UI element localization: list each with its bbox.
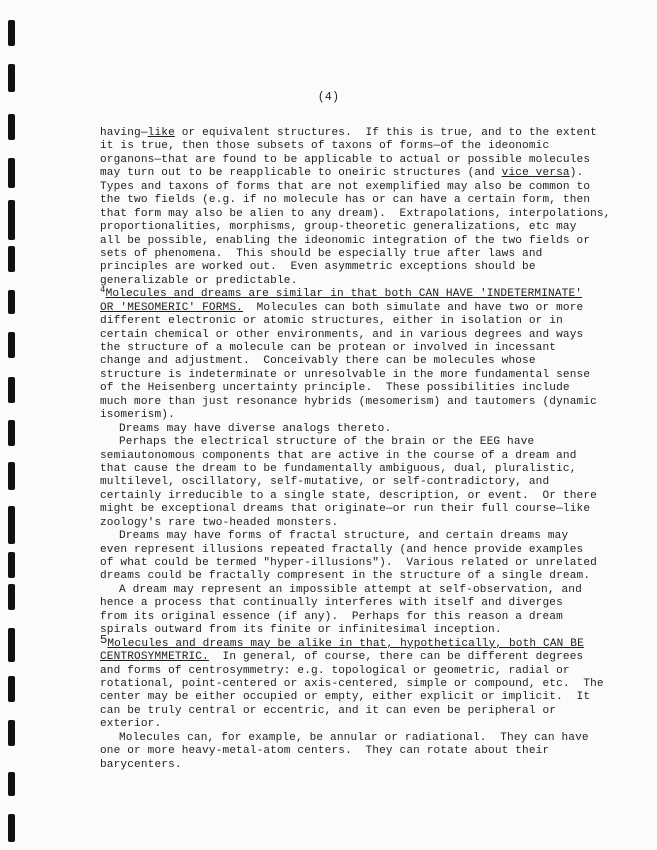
binding-mark — [8, 377, 15, 403]
text-line: all be possible, enabling the ideonomic integration of the two fields or — [100, 234, 591, 247]
text-line: can be truly central or eccentric, and it can even be peripheral or — [100, 704, 557, 717]
text-line: may turn out to be reapplicable to oneiric structures (and vice versa). — [100, 167, 584, 180]
text-line — [100, 285, 590, 301]
binding-mark — [8, 246, 15, 272]
text-line: OR 'MESOMERIC' FORMS. Molecules can both simulate and have two or more — [100, 301, 584, 314]
body-text — [100, 127, 611, 772]
text-line: dreams could be fractally compresent in the structure of a single dream. — [100, 570, 591, 583]
binding-mark — [8, 814, 15, 842]
text-line: proportionalities, morphisms, group-theoretic generalizations, etc may — [100, 221, 577, 234]
text-line: spirals outward from its finite or infinitesimal inception. — [100, 624, 502, 637]
text-line: sets of phenomena. This should be especially true after laws and — [100, 247, 543, 260]
text-line: the structure of a molecule can be protean or involved in incessant — [100, 342, 557, 354]
binding-mark — [8, 506, 15, 544]
binding-mark — [8, 158, 15, 188]
text-line: Perhaps the electrical structure of the brain or the EEG have — [119, 436, 535, 449]
text-line: much more than just resonance hybrids (mesomerism) and tautomers (dynamic — [100, 395, 597, 408]
text-line: that cause the dream to be fundamentally ambiguous, dual, pluralistic, — [100, 462, 577, 475]
text-line: barycenters. — [100, 758, 182, 771]
text-line: Types and taxons of forms that are not exemplified may also be common to — [100, 180, 591, 193]
text-line: even represent illusions repeated fractally (and hence provide examples — [100, 543, 584, 556]
binding-mark — [8, 462, 15, 490]
text-line: rotational, point-centered or axis-centered, simple or compound, etc. The — [100, 677, 604, 690]
text-line: hence a process that continually interferes with itself and diverges — [100, 597, 563, 610]
text-line: that form may also be alien to any dream). Extrapolations, interpolations, — [100, 207, 611, 220]
text-line: structure is indeterminate or unresolvable in the more fundamental sense — [100, 368, 591, 381]
text-line: change and adjustment. Conceivably there can be molecules whose — [100, 355, 536, 368]
binding-mark — [8, 332, 15, 358]
text-line: multilevel, oscillatory, self-mutative, or self-contradictory, and — [100, 476, 550, 489]
underlined-text: OR 'MESOMERIC' FORMS. — [100, 301, 243, 314]
footnote-number: 5 — [100, 632, 108, 647]
text-line: generalizable or predictable. — [100, 274, 298, 287]
text-line: having—like or equivalent structures. If this is true, and to the extent — [100, 127, 597, 139]
text-line: A dream may represent an impossible attempt at self-observation, and — [119, 583, 582, 596]
text-line: organons—that are found to be applicable to actual or possible molecules — [100, 153, 591, 166]
text-line: might be exceptional dreams that originate—or run their full course—like — [100, 503, 591, 516]
binding-mark — [8, 64, 15, 92]
page-number: (4) — [317, 91, 340, 104]
binding-mark — [8, 552, 15, 578]
binding-mark — [8, 290, 15, 314]
binding-mark — [8, 20, 15, 46]
text-line: Dreams may have diverse analogs thereto. — [119, 422, 392, 435]
binding-mark — [8, 584, 15, 610]
underlined-text: CENTROSYMMETRIC. — [100, 651, 209, 664]
text-line: principles are worked out. Even asymmetric exceptions should be — [100, 261, 536, 274]
text-line — [100, 632, 590, 651]
text-line: exterior. — [100, 718, 162, 731]
text-line: certainly irreducible to a single state, description, or event. Or there — [100, 489, 597, 502]
underlined-text: vice versa — [501, 167, 570, 180]
text-line: from its original essence (if any). Perhaps for this reason a dream — [100, 610, 563, 623]
binding-mark — [8, 676, 15, 702]
binding-mark — [8, 628, 15, 662]
text-line: it is true, then those subsets of taxons of forms—of the ideonomic — [100, 140, 550, 153]
underlined-text: Molecules and dreams are similar in that both CAN HAVE 'INDETERMINATE' — [105, 288, 583, 301]
text-line: Dreams may have forms of fractal structure, and certain dreams may — [119, 530, 569, 543]
underlined-text: Molecules and dreams may be alike in that, hypothetically, both CAN BE — [107, 637, 584, 650]
text-line: the two fields (e.g. if no molecule has or can have a certain form, then — [100, 194, 591, 207]
text-line: semiautonomous components that are active in the course of a dream and — [100, 449, 577, 462]
binding-mark — [8, 720, 15, 746]
text-line: of what could be termed "hyper-illusions"). Various related or unrelated — [100, 557, 597, 569]
text-line: Molecules can, for example, be annular or radiational. They can have — [119, 731, 589, 744]
text-line: isomerism). — [100, 409, 175, 422]
text-line: center may be either occupied or empty, either explicit or implicit. It — [100, 691, 591, 704]
binding-mark — [8, 772, 15, 796]
binding-marks — [8, 0, 20, 850]
text-line: different electronic or atomic structures, either in isolation or in — [100, 315, 563, 328]
binding-mark — [8, 420, 15, 446]
footnote-number: 4 — [100, 285, 106, 296]
text-line: zoology's rare two-headed monsters. — [100, 516, 339, 529]
underlined-text: like — [147, 127, 175, 139]
text-line: and forms of centrosymmetry: e.g. topological or geometric, radial or — [100, 664, 570, 677]
binding-mark — [8, 200, 15, 240]
text-line: CENTROSYMMETRIC. In general, of course, there can be different degrees — [100, 651, 584, 664]
text-line: certain chemical or other environments, and in various degrees and ways — [100, 328, 584, 341]
text-line: one or more heavy-metal-atom centers. They can rotate about their — [100, 745, 550, 758]
binding-mark — [8, 114, 15, 140]
text-line: of the Heisenberg uncertainty principle. These possibilities include — [100, 382, 570, 395]
